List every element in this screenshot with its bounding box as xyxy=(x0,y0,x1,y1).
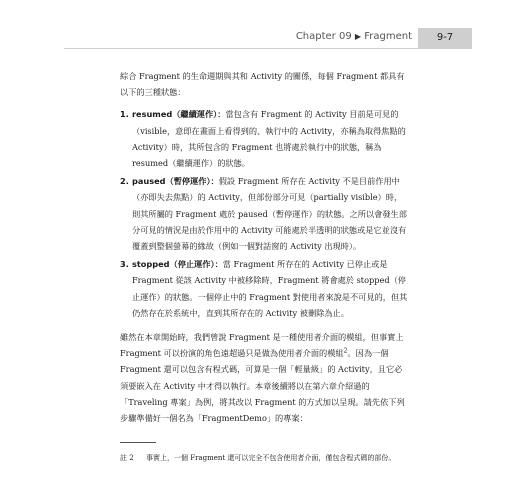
triangle-arrow-icon: ▶ xyxy=(354,32,362,41)
closing-text-b: 。因為一個 Fragment 還可以包含有程式碼，可算是一個「輕量級」的 Activity，且它必須要嵌入在 Activity 中才得以執行。本章後續將以在第六章介紹過的「Traveling 專案」為例，將其改以 Fragment 的方式加以呈現。請先依下列步驟準備好一個名為「FragmentDemo」的專案： xyxy=(120,348,405,424)
body-content xyxy=(120,68,410,426)
page-number-tab xyxy=(418,28,472,48)
list-number: 1. xyxy=(120,109,129,120)
state-description: 假設 Fragment 所存在 Activity 不是目前作用中（亦即失去焦點）的 Activity，但部份部分可見（partially visible）時，則其所屬的 Fragment 處於 paused（暫停運作）的狀態。之所以會發生部分可見的情況是由於作用中的 Activity 可能處於半透明的狀態或是它並沒有覆蓋到整個螢幕的緣故（例如一個對話窗的 Activity 出現時）。 xyxy=(132,176,407,252)
section-label: Fragment xyxy=(364,31,412,42)
footnote xyxy=(120,451,420,465)
state-term: resumed（繼續運作）： xyxy=(132,109,226,120)
list-number: 3. xyxy=(120,259,129,270)
list-item xyxy=(120,106,410,171)
intro-paragraph: 綜合 Fragment 的生命週期與其和 Activity 的關係，每個 Fragment 都具有以下的三種狀態： xyxy=(120,71,405,98)
state-description: 當 Fragment 所存在的 Activity 已停止或是 Fragment 從該 Activity 中被移除時，Fragment 將會處於 stopped（停止運作）的狀態。一個停止中的 Fragment 對使用者來說是不可見的，但其仍然存在於系統中，直到其所存在的 Activity 被刪除為止。 xyxy=(132,259,408,318)
list-number: 2. xyxy=(120,176,129,187)
state-description: 當包含有 Fragment 的 Activity 目前是可見的（visible，意即在畫面上看得到的、執行中的 Activity，亦稱為取得焦點的 Activity）時，其所包含的 Fragment 也將處於執行中的狀態，稱為 resumed（繼續運作）的狀態。 xyxy=(132,109,406,169)
footnote-label: 註 2 xyxy=(120,454,134,462)
chapter-heading xyxy=(296,31,412,42)
closing-paragraph xyxy=(120,329,410,426)
page-header xyxy=(0,30,520,50)
closing-text-a: 雖然在本章開始時，我們曾說 Fragment 是一種使用者介面的模組，但事實上 Fragment 可以扮演的角色遠超過只是做為使用者介面的模組 xyxy=(120,332,404,359)
list-item xyxy=(120,256,410,321)
footnote-ref: 2 xyxy=(343,347,348,355)
header-rule xyxy=(64,48,472,49)
page-number: 9-7 xyxy=(436,32,454,43)
state-term: stopped（停止運作）： xyxy=(132,259,223,270)
footnote-rule xyxy=(120,442,156,443)
footnote-text: 事實上，一個 Fragment 還可以完全不包含使用者介面，僅包含程式碼的部份。 xyxy=(146,454,396,462)
state-list xyxy=(120,106,410,321)
list-item xyxy=(120,173,410,254)
state-term: paused（暫停運作）： xyxy=(132,176,219,187)
chapter-label: Chapter 09 xyxy=(295,31,352,42)
